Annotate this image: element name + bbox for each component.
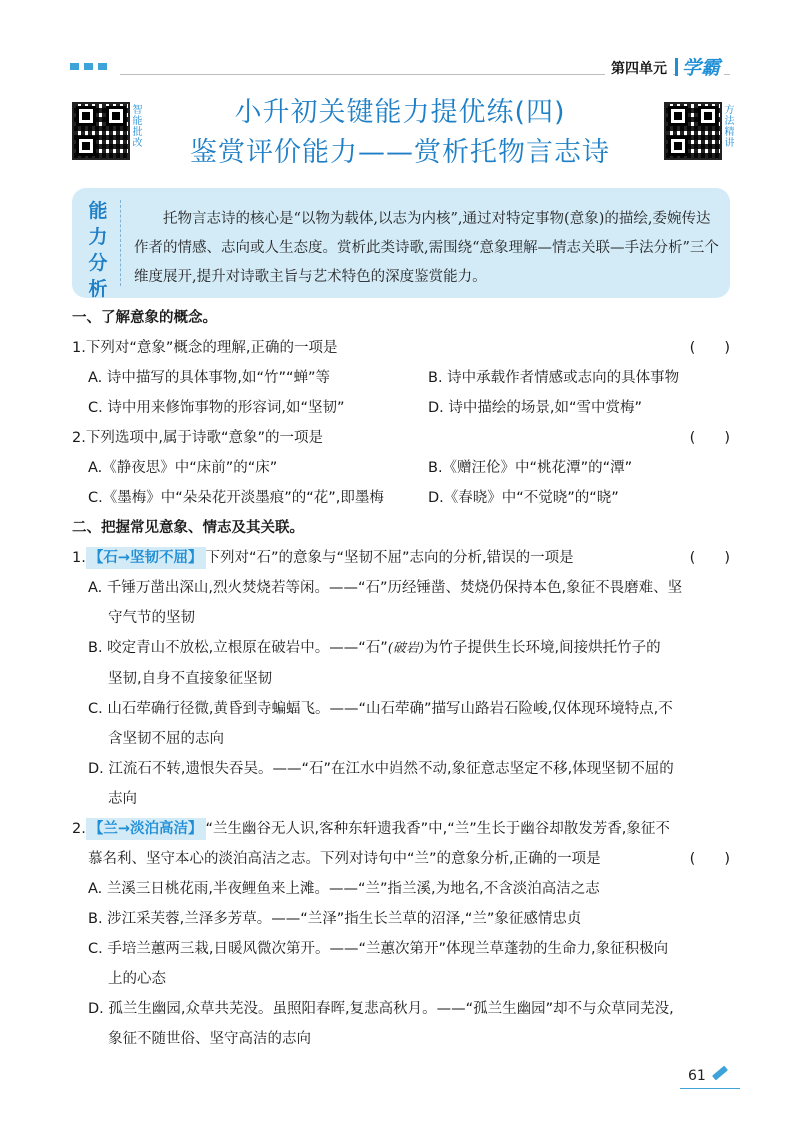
answer-blank[interactable]: ( ) xyxy=(689,430,730,446)
option-d-cont: 志向 xyxy=(108,791,137,807)
topic-tag: 【兰→淡泊高洁】 xyxy=(86,818,206,840)
ability-text: 托物言志诗的核心是“以物为载体,以志为内核”,通过对特定事物(意象)的描绘,委婉传达作者的情感、志向或人生态度。赏析此类诗歌,需围绕“意象理解—情志关联—手法分析”三个维度展开,提升对诗歌主旨与艺术特色的深度鉴赏能力。 xyxy=(134,211,719,285)
option-a[interactable]: A. 千锤万凿出深山,烈火焚烧若等闲。——“石”历经锤凿、焚烧仍保持本色,象征不畏磨难、坚 xyxy=(88,580,683,596)
page-title: 小升初关键能力提优练(四) xyxy=(234,97,566,128)
option-c[interactable]: C.《墨梅》中“朵朵花开淡墨痕”的“花”,即墨梅 xyxy=(88,490,384,506)
option-d[interactable]: D. 江流石不转,遗恨失吞吴。——“石”在江水中岿然不动,象征意志坚定不移,体现坚韧不屈的 xyxy=(88,761,674,777)
option-c[interactable]: C. 山石荦确行径微,黄昏到寺蝙蝠飞。——“山石荦确”描写山路岩石险峻,仅体现环境特点,不 xyxy=(88,701,673,717)
option-b[interactable]: B. 涉江采芙蓉,兰泽多芳草。——“兰泽”指生长兰草的沼泽,“兰”象征感情忠贞 xyxy=(88,911,582,927)
option-a[interactable]: A. 兰溪三日桃花雨,半夜鲤鱼来上滩。——“兰”指兰溪,为地名,不含淡泊高洁之志 xyxy=(88,881,600,897)
option-c[interactable]: C. 手培兰蕙两三栽,日暖风微次第开。——“兰蕙次第开”体现兰草蓬勃的生命力,象征积极向 xyxy=(88,941,669,957)
option-d[interactable]: D. 孤兰生幽园,众草共芜没。虽照阳春晖,复悲高秋月。——“孤兰生幽园”却不与众草同芜没, xyxy=(88,1001,674,1017)
answer-blank[interactable]: ( ) xyxy=(689,340,730,356)
option-d[interactable]: D. 诗中描绘的场景,如“雪中赏梅” xyxy=(428,400,643,416)
unit-label: 第四单元 xyxy=(605,58,673,78)
question: 2. 【兰→淡泊高洁】 “兰生幽谷无人识,客种东轩遗我香”中,“兰”生长于幽谷却散发芳香,象征不 xyxy=(72,814,736,844)
section-title: 二、把握常见意象、情志及其关联。 xyxy=(72,520,304,536)
question-stem: 下列对“意象”概念的理解,正确的一项是 xyxy=(85,340,338,356)
ability-tag: 能力分析 xyxy=(88,200,108,300)
question: 1. 【石→坚韧不屈】 下列对“石”的意象与“坚韧不屈”志向的分析,错误的一项是 ( ) xyxy=(72,543,736,573)
option-b[interactable]: B. 咬定青山不放松,立根原在破岩中。——“石”(破岩)为竹子提供生长环境,间接烘托竹子的 xyxy=(88,640,661,656)
option-a[interactable]: A.《静夜思》中“床前”的“床” xyxy=(88,460,278,476)
option-c-cont: 含坚韧不屈的志向 xyxy=(108,731,224,747)
option-d[interactable]: D.《春晓》中“不觉晓”的“晓” xyxy=(428,490,619,506)
qr-caption-right: 方法精讲 xyxy=(722,104,733,148)
option-c[interactable]: C. 诗中用来修饰事物的形容词,如“坚韧” xyxy=(88,400,345,416)
section-title: 一、了解意象的概念。 xyxy=(72,310,217,326)
option-b-cont: 坚韧,自身不直接象征坚韧 xyxy=(108,671,273,687)
option-b[interactable]: B. 诗中承载作者情感或志向的具体事物 xyxy=(428,370,680,386)
annotation-note: (破岩) xyxy=(387,641,424,656)
question-stem: “兰生幽谷无人识,客种东轩遗我香”中,“兰”生长于幽谷却散发芳香,象征不 xyxy=(205,821,670,837)
question-stem-cont: 慕名利、坚守本心的淡泊高洁之志。下列对诗句中“兰”的意象分析,正确的一项是 xyxy=(88,851,601,867)
header-decoration xyxy=(70,63,107,70)
answer-blank[interactable]: ( ) xyxy=(689,550,730,566)
ability-divider xyxy=(120,200,121,286)
question: 1. 下列对“意象”概念的理解,正确的一项是 ( ) xyxy=(72,333,736,363)
question: 2. 下列选项中,属于诗歌“意象”的一项是 ( ) xyxy=(72,423,736,453)
option-a[interactable]: A. 诗中描写的具体事物,如“竹”“蝉”等 xyxy=(88,370,331,386)
page-number: 61 xyxy=(688,1068,706,1084)
brand-logo xyxy=(675,53,724,80)
option-b[interactable]: B.《赠汪伦》中“桃花潭”的“潭” xyxy=(428,460,633,476)
section-1 xyxy=(72,303,736,1054)
pencil-icon xyxy=(712,1066,728,1081)
qr-caption-left: 智能批改 xyxy=(130,104,141,148)
question-stem: 下列选项中,属于诗歌“意象”的一项是 xyxy=(85,430,323,446)
page-subtitle: 鉴赏评价能力——赏析托物言志诗 xyxy=(190,137,610,168)
option-a-cont: 守气节的坚韧 xyxy=(108,610,195,626)
option-c-cont: 上的心态 xyxy=(108,971,166,987)
question-stem: 下列对“石”的意象与“坚韧不屈”志向的分析,错误的一项是 xyxy=(205,550,574,566)
brand-name: 学霸 xyxy=(682,57,721,79)
topic-tag: 【石→坚韧不屈】 xyxy=(86,547,206,569)
answer-blank[interactable]: ( ) xyxy=(689,851,730,867)
page-number-rule xyxy=(680,1088,740,1089)
option-d-cont: 象征不随世俗、坚守高洁的志向 xyxy=(108,1031,311,1047)
